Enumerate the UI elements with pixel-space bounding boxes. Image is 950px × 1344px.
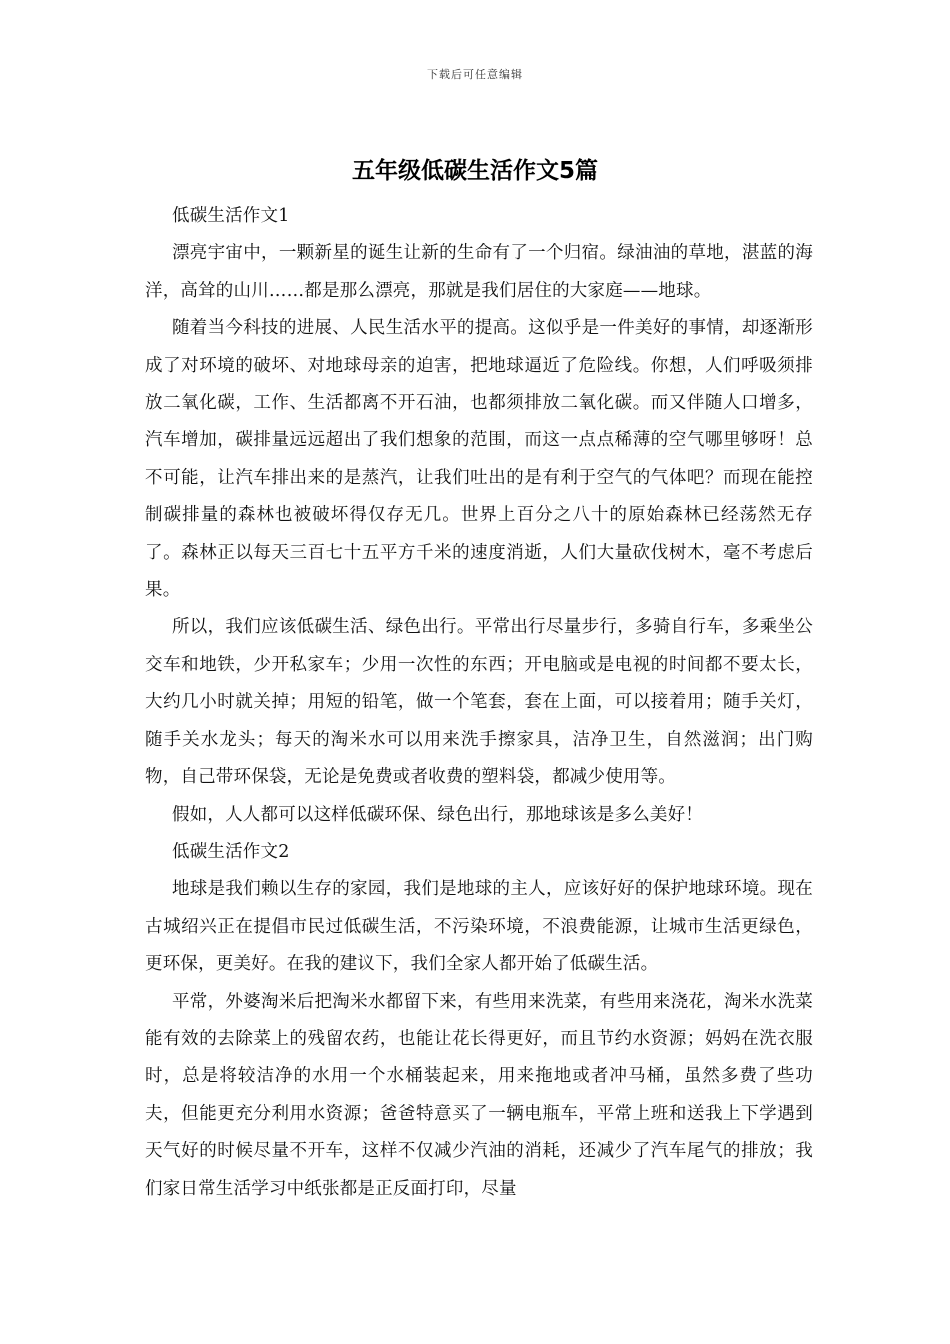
section-heading-1: 低碳生活作文1	[172, 206, 290, 226]
section-heading-2: 低碳生活作文2	[172, 841, 290, 862]
header-note: 下载后可任意编辑	[427, 68, 523, 81]
paragraph: 漂亮宇宙中，一颗新星的诞生让新的生命有了一个归宿。绿油油的草地，湛蓝的海洋，高耸的山川……都是那么漂亮，那就是我们居住的大家庭——地球。	[145, 243, 813, 301]
document-title: 五年级低碳生活作文5篇	[351, 158, 598, 184]
document-body	[145, 198, 813, 1208]
paragraph: 所以，我们应该低碳生活、绿色出行。平常出行尽量步行，多骑自行车，多乘坐公交车和地铁，少开私家车；少用一次性的东西；开电脑或是电视的时间都不要太长，大约几小时就关掉；用短的铅笔，做一个笔套，套在上面，可以接着用；随手关灯，随手关水龙头；每天的淘米水可以用来洗手擦家具，洁净卫生，自然滋润；出门购物，自己带环保袋，无论是免费或者收费的塑料袋，都减少使用等。	[145, 617, 813, 788]
paragraph: 随着当今科技的进展、人民生活水平的提高。这似乎是一件美好的事情，却逐渐形成了对环境的破坏、对地球母亲的迫害，把地球逼近了危险线。你想，人们呼吸须排放二氧化碳，工作、生活都离不开石油，也都须排放二氧化碳。而又伴随人口增多，汽车增加，碳排量远远超出了我们想象的范围，而这一点点稀薄的空气哪里够呀！总不可能，让汽车排出来的是蒸汽，让我们吐出的是有利于空气的气体吧？而现在能控制碳排量的森林也被破坏得仅存无几。世界上百分之八十的原始森林已经荡然无存了。森林正以每天三百七十五平方千米的速度消逝，人们大量砍伐树木，毫不考虑后果。	[145, 318, 813, 601]
paragraph: 地球是我们赖以生存的家园，我们是地球的主人，应该好好的保护地球环境。现在古城绍兴正在提倡市民过低碳生活，不污染环境，不浪费能源，让城市生活更绿色，更环保，更美好。在我的建议下，我们全家人都开始了低碳生活。	[145, 879, 813, 975]
paragraph: 假如，人人都可以这样低碳环保、绿色出行，那地球该是多么美好！	[172, 804, 703, 825]
paragraph: 平常，外婆淘米后把淘米水都留下来，有些用来洗菜，有些用来浇花，淘米水洗菜能有效的去除菜上的残留农药，也能让花长得更好，而且节约水资源；妈妈在洗衣服时，总是将较洁净的水用一个水桶装起来，用来拖地或者冲马桶，虽然多费了些功夫，但能更充分利用水资源；爸爸特意买了一辆电瓶车，平常上班和送我上下学遇到天气好的时候尽量不开车，这样不仅减少汽油的消耗，还减少了汽车尾气的排放；我们家日常生活学习中纸张都是正反面打印，尽量	[145, 991, 813, 1199]
